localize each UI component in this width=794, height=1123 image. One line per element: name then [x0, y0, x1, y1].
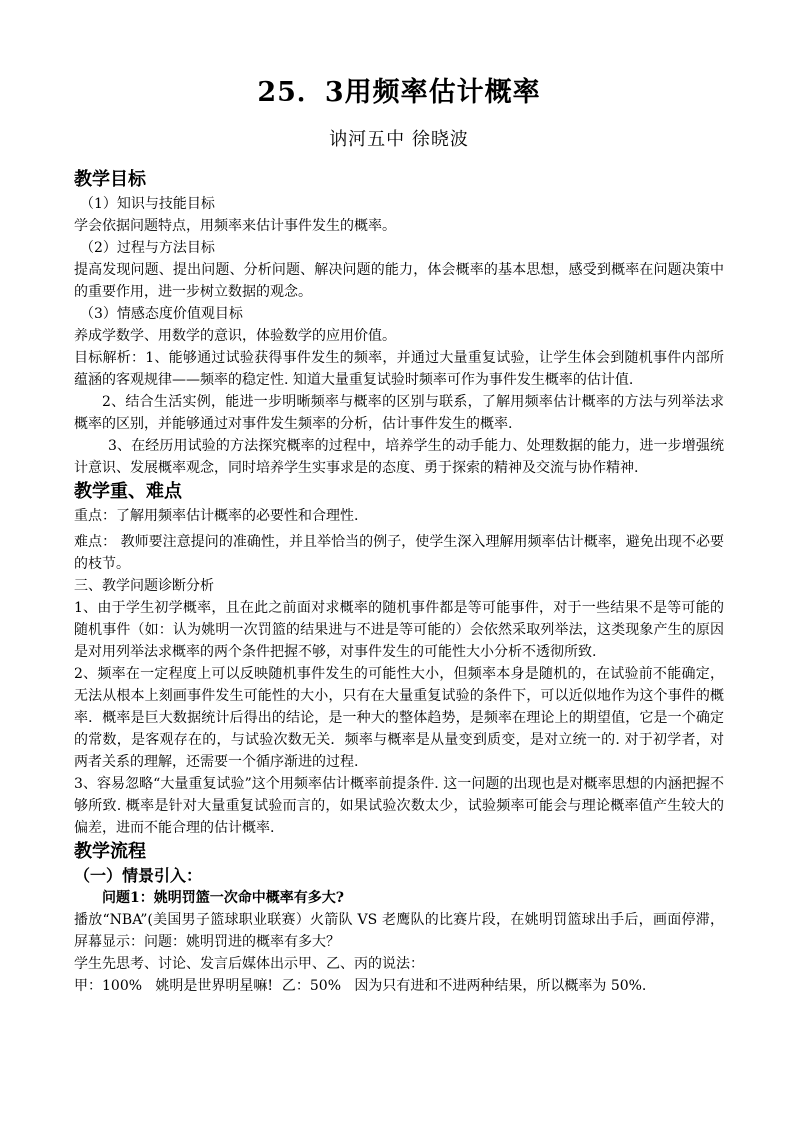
analysis-paragraph-3: 3、在经历用试验的方法探究概率的过程中，培养学生的动手能力、处理数据的能力，进一步增强统计意识、发展概率观念，同时培养学生实事求是的态度、勇于探索的精神及交流与协作精神.: [74, 438, 724, 476]
difficulty-text: 难点： 教师要注意提问的准确性，并且举恰当的例子，使学生深入理解用频率估计概率，避免出现不必要的枝节。: [74, 534, 724, 572]
flow-paragraph-1: 播放“NBA”(美国男子篮球职业联赛）火箭队 VS 老鹰队的比赛片段，在姚明罚篮球出手后，画面停滞，屏幕显示：问题：姚明罚进的概率有多大？: [74, 912, 724, 950]
diagnosis-heading: 三、教学问题诊断分析: [74, 578, 214, 594]
analysis-paragraph-1: 目标解析：1、能够通过试验获得事件发生的频率，并通过大量重复试验，让学生体会到随机事件内部所蕴涵的客观规律——频率的稳定性. 知道大量重复试验时频率可作为事件发生概率的估计值.: [74, 350, 724, 388]
key-point-text: 重点：了解用频率估计概率的必要性和合理性.: [74, 508, 359, 524]
flow-heading: 教学流程: [74, 841, 146, 862]
goal3-label: （3）情感态度价值观目标: [80, 306, 243, 322]
diagnosis-item-2: 2、频率在一定程度上可以反映随机事件发生的可能性大小，但频率本身是随机的，在试验前不能确定，无法从根本上刻画事件发生可能性的大小，只有在大量重复试验的条件下，可以近似地作为这个事件的概率．概率是巨大数据统计后得出的结论，是一种大的整体趋势，是频率在理论上的期望值，它是一个确定的常数，是客观存在的，与试验次数无关．频率与概率是从量变到质变，是对立统一的. 对于初学者，对两者关系的理解，还需要一个循序渐进的过程.: [74, 666, 724, 770]
goal1-text: 学会依据问题特点，用频率来估计事件发生的概率。: [74, 218, 396, 234]
goal2-text: 提高发现问题、提出问题、分析问题、解决问题的能力，体会概率的基本思想，感受到概率在问题决策中的重要作用，进一步树立数据的观念。: [74, 262, 724, 300]
document-page: [74, 72, 724, 997]
diagnosis-item-1: 1、由于学生初学概率，且在此之前面对求概率的随机事件都是等可能事件，对于一些结果不是等可能的随机事件（如：认为姚明一次罚篮的结果进与不进是等可能的）会依然采取列举法，这类现象产生的原因是对用列举法求概率的两个条件把握不够，对事件发生的可能性大小分析不透彻所致.: [74, 600, 724, 660]
key-difficulty-heading: 教学重、难点: [74, 481, 182, 502]
document-title: 25．3用频率估计概率: [257, 77, 541, 108]
goal2-label: （2）过程与方法目标: [80, 240, 215, 256]
author-line: 讷河五中 徐晓波: [329, 129, 469, 150]
flow-paragraph-2: 学生先思考、讨论、发言后媒体出示甲、乙、丙的说法：: [74, 956, 424, 972]
goal1-label: （1）知识与技能目标: [80, 196, 215, 212]
flow-paragraph-3: 甲：100% 姚明是世界明星嘛! 乙：50% 因为只有进和不进两种结果，所以概率为 50%.: [74, 978, 647, 994]
goals-heading: 教学目标: [74, 169, 146, 190]
analysis-paragraph-2: 2、结合生活实例，能进一步明晰频率与概率的区别与联系，了解用频率估计概率的方法与列举法求概率的区别，并能够通过对事件发生频率的分析，估计事件发生的概率.: [74, 394, 724, 432]
flow-subheading-1: （一）情景引入：: [74, 866, 203, 885]
question-1: 问题1：姚明罚篮一次命中概率有多大?: [102, 890, 344, 906]
diagnosis-item-3: 3、容易忽略“大量重复试验”这个用频率估计概率前提条件. 这一问题的出现也是对概率思想的内涵把握不够所致. 概率是针对大量重复试验而言的，如果试验次数太少，试验频率可能会与理论概率值产生较大的偏差，进而不能合理的估计概率.: [74, 776, 724, 836]
goal3-text: 养成学数学、用数学的意识，体验数学的应用价值。: [74, 328, 396, 344]
